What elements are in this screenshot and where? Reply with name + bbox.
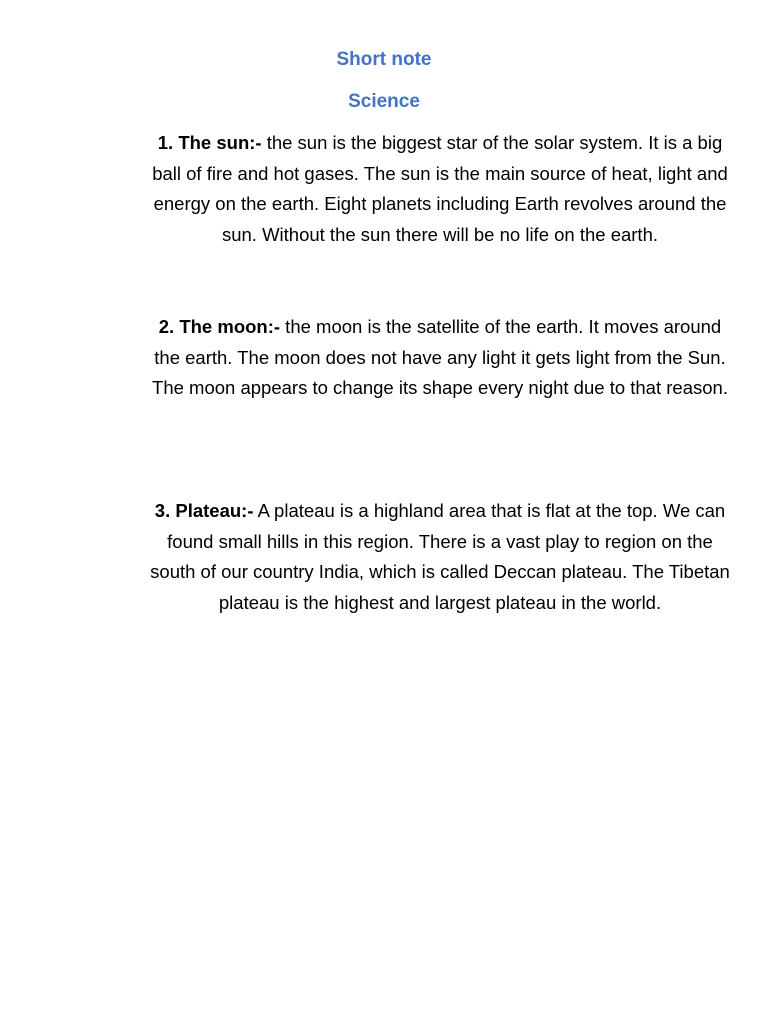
note-plateau bbox=[150, 496, 730, 618]
note-text: the moon is the satellite of the earth. It moves around the earth. The moon does not have any light it gets light from the Sun. The moon appears to change its shape every night due to that reason. bbox=[152, 316, 728, 399]
note-text: A plateau is a highland area that is flat at the top. We can found small hills in this region. There is a vast play to region on the south of our country India, which is called Deccan plateau. The Tibetan plateau is the highest and largest plateau in the world. bbox=[150, 500, 730, 613]
note-moon bbox=[150, 312, 730, 404]
document-subject: Science bbox=[348, 91, 420, 112]
note-term: 1. The sun:- bbox=[157, 132, 262, 153]
document-title: Short note bbox=[336, 49, 432, 70]
note-text: the sun is the biggest star of the solar system. It is a big ball of fire and hot gases. The sun is the main source of heat, light and energy on the earth. Eight planets including Earth revolves around the sun. Without the sun there will be no life on the earth. bbox=[152, 132, 728, 245]
note-term: 3. Plateau:- bbox=[154, 500, 254, 521]
note-term: 2. The moon:- bbox=[158, 316, 281, 337]
note-sun bbox=[150, 128, 730, 250]
